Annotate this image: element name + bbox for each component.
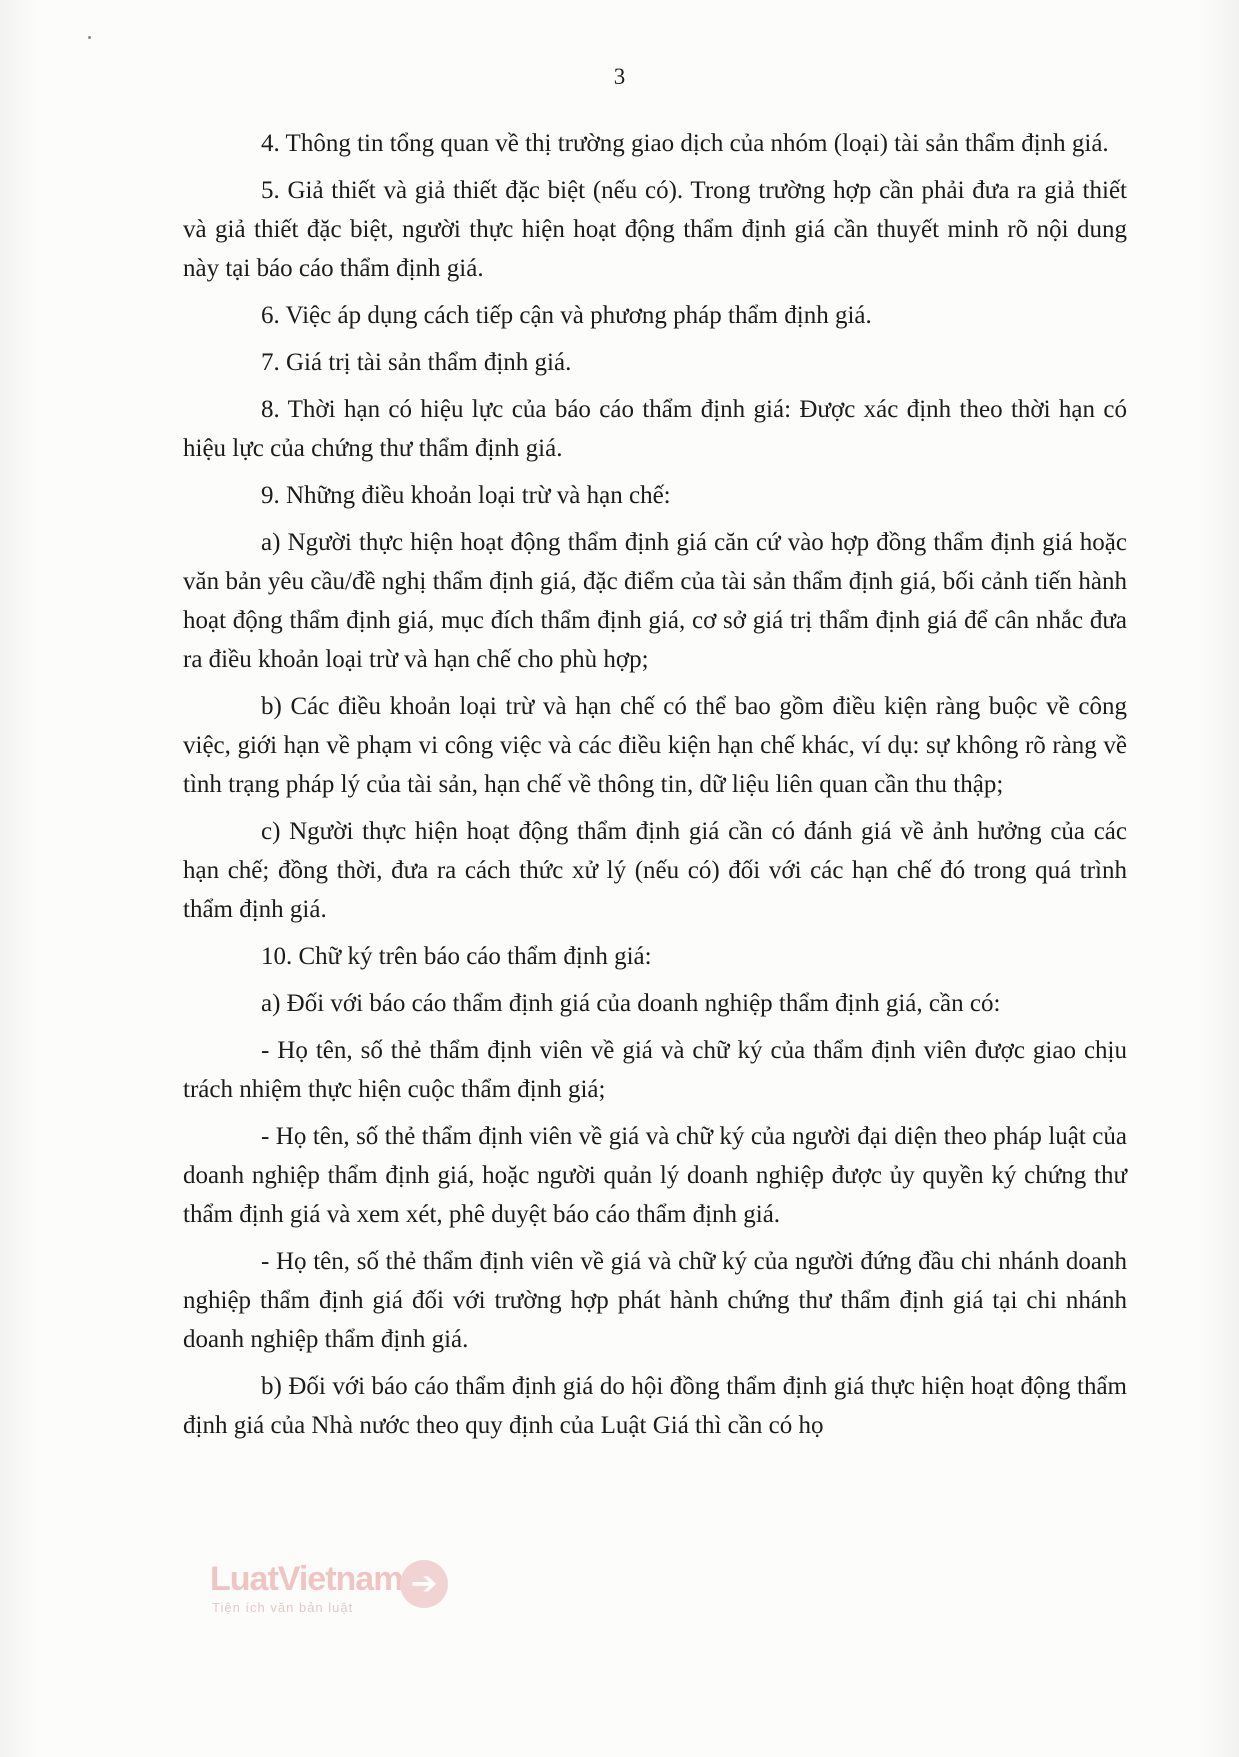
paragraph-10a: a) Đối với báo cáo thẩm định giá của doanh nghiệp thẩm định giá, cần có: xyxy=(261,990,1001,1017)
bullet-item: - Họ tên, số thẻ thẩm định viên về giá và chữ ký của người đại diện theo pháp luật của doanh nghiệp thẩm định giá, hoặc người quản lý doanh nghiệp được ủy quyền ký chứng thư thẩm định giá và xem xét, phê duyệt báo cáo thẩm định giá. xyxy=(183,1123,1127,1228)
paragraph-9b: b) Các điều khoản loại trừ và hạn chế có thể bao gồm điều kiện ràng buộc về công việc, giới hạn về phạm vi công việc và các điều kiện hạn chế khác, ví dụ: sự không rõ ràng về tình trạng pháp lý của tài sản, hạn chế về thông tin, dữ liệu liên quan cần thu thập; xyxy=(183,693,1127,798)
document-body xyxy=(183,124,1127,1453)
paragraph-9a: a) Người thực hiện hoạt động thẩm định giá căn cứ vào hợp đồng thẩm định giá hoặc văn bản yêu cầu/đề nghị thẩm định giá, đặc điểm của tài sản thẩm định giá, bối cảnh tiến hành hoạt động thẩm định giá, mục đích thẩm định giá, cơ sở giá trị thẩm định giá để cân nhắc đưa ra điều khoản loại trừ và hạn chế cho phù hợp; xyxy=(183,529,1127,673)
watermark-brand: LuatVietnam xyxy=(210,1560,403,1598)
scan-speck xyxy=(88,36,91,39)
paragraph-9: 9. Những điều khoản loại trừ và hạn chế: xyxy=(261,482,671,509)
bullet-item: - Họ tên, số thẻ thẩm định viên về giá và chữ ký của người đứng đầu chi nhánh doanh nghiệp thẩm định giá đối với trường hợp phát hành chứng thư thẩm định giá tại chi nhánh doanh nghiệp thẩm định giá. xyxy=(183,1248,1127,1353)
watermark-logo xyxy=(210,1560,460,1620)
paragraph-5: 5. Giả thiết và giả thiết đặc biệt (nếu có). Trong trường hợp cần phải đưa ra giả thiết và giả thiết đặc biệt, người thực hiện hoạt động thẩm định giá cần thuyết minh rõ nội dung này tại báo cáo thẩm định giá. xyxy=(183,177,1127,282)
paragraph-9c: c) Người thực hiện hoạt động thẩm định giá cần có đánh giá về ảnh hưởng của các hạn chế; đồng thời, đưa ra cách thức xử lý (nếu có) đối với các hạn chế đó trong quá trình thẩm định giá. xyxy=(183,818,1127,923)
paragraph-6: 6. Việc áp dụng cách tiếp cận và phương pháp thẩm định giá. xyxy=(261,302,872,329)
arrow-right-icon: ➔ xyxy=(400,1560,448,1608)
paragraph-7: 7. Giá trị tài sản thẩm định giá. xyxy=(261,349,572,376)
page-number: 3 xyxy=(613,64,626,89)
paragraph-8: 8. Thời hạn có hiệu lực của báo cáo thẩm định giá: Được xác định theo thời hạn có hiệu lực của chứng thư thẩm định giá. xyxy=(183,396,1127,462)
paragraph-10b: b) Đối với báo cáo thẩm định giá do hội đồng thẩm định giá thực hiện hoạt động thẩm định giá của Nhà nước theo quy định của Luật Giá thì cần có họ xyxy=(183,1373,1127,1439)
bullet-item: - Họ tên, số thẻ thẩm định viên về giá và chữ ký của thẩm định viên được giao chịu trách nhiệm thực hiện cuộc thẩm định giá; xyxy=(183,1037,1127,1103)
paragraph-4: 4. Thông tin tổng quan về thị trường giao dịch của nhóm (loại) tài sản thẩm định giá. xyxy=(261,130,1109,157)
watermark-tagline: Tiện ích văn bản luật xyxy=(212,1600,354,1615)
paragraph-10: 10. Chữ ký trên báo cáo thẩm định giá: xyxy=(261,943,652,970)
